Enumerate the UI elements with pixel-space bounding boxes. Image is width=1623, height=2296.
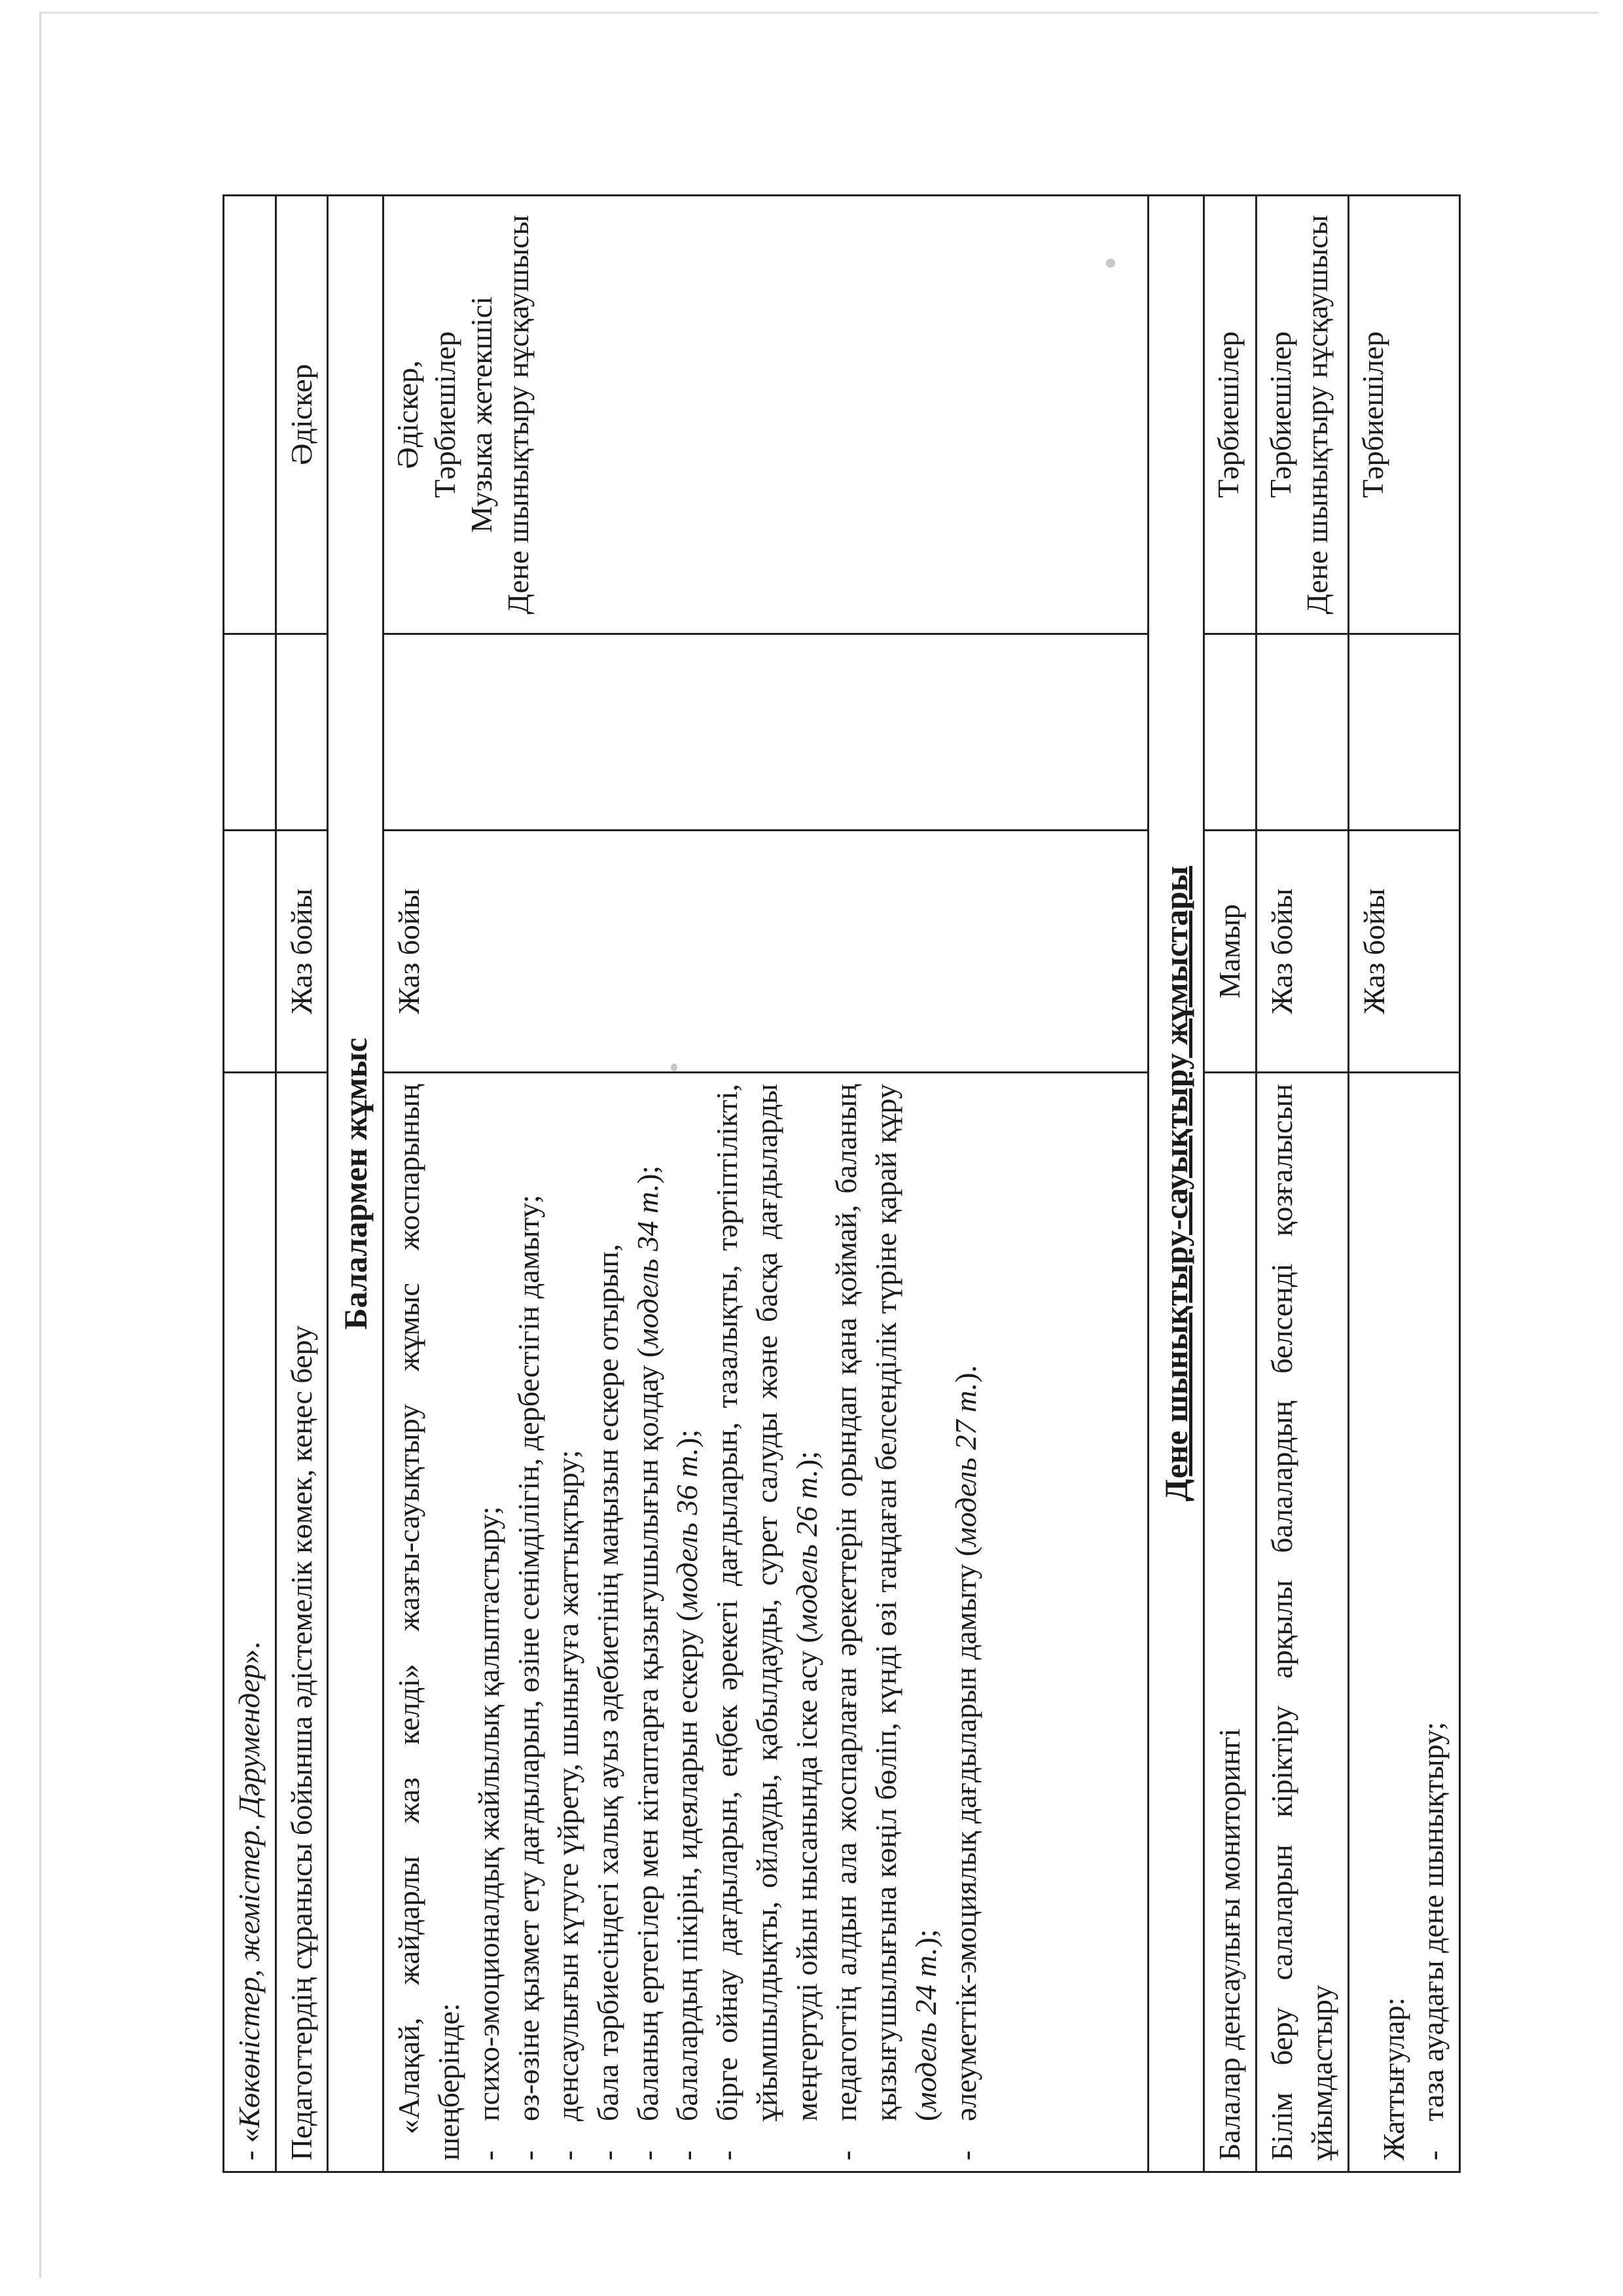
empty-cell	[1204, 634, 1257, 831]
empty-cell	[224, 831, 276, 1073]
responsible-cell: Тәрбиешілер Дене шынықтыру нұсқаушысы	[1257, 196, 1348, 634]
empty-cell	[383, 634, 1149, 831]
list-item: - бірге ойнау дағдыларын, еңбек әрекеті дағдыларын, тазалықты, тәртіптілікті, ұйымшылдықты, ойлауды, қабылдауды, сурет салуды және басқа дағдыларды меңгертуді ойын нысанында іске асу (модель 26 т.);	[710, 1084, 823, 2161]
activity-cell	[383, 1073, 1149, 2172]
intro-text: «Алақай, жайдарлы жаз келді» жазғы-сауықтыру жұмыс жоспарының шеңберінде:	[392, 1084, 466, 2161]
list-item: - балалардың пікірін, идеяларын ескеру (модель 36 т.);	[670, 1429, 704, 2161]
activity-cell: Жаттығулар: - таза ауадағы дене шынықтыру;	[1348, 1073, 1459, 2172]
responsible-cell: Тәрбиешілер	[1348, 196, 1459, 634]
activity-cell: Балалар денсаулығы мониторингі	[1204, 1073, 1257, 2172]
rotated-page	[223, 196, 1450, 2173]
list-item: - психо-эмоционалдық жайлылық қалыптастыру;	[471, 1506, 505, 2161]
list-item: - әлеуметтік-эмоциялық дағдыларын дамыту (модель 27 т.).	[948, 1365, 982, 2161]
section-title-health: Дене шынықтыру-сауықтыру жұмыстары	[1149, 196, 1204, 2172]
list-item: - денсаулығын күтуге үйрету, шынығуға жаттықтыру;	[551, 1450, 585, 2161]
period-cell: Жаз бойы	[1257, 831, 1348, 1073]
table-row	[224, 196, 276, 2172]
list-item: - баланың ертегілер мен кітаптарға қызығушылығын қолдау (модель 34 т.);	[630, 1165, 664, 2161]
responsible-cell: Әдіскер	[276, 196, 328, 634]
activity-cell: Білім беру салаларын кіріктіру арқылы балалардың белсенді қозғалысын ұйымдастыру	[1257, 1073, 1348, 2172]
empty-cell	[1257, 634, 1348, 831]
section-title-children: Балалармен жұмыс	[328, 196, 383, 2172]
table-row	[1204, 196, 1257, 2172]
activity-cell: Педагогтердің сұранысы бойынша әдістемелік көмек, кеңес беру	[276, 1073, 328, 2172]
empty-cell	[276, 634, 328, 831]
work-plan-table	[223, 194, 1461, 2173]
table-row	[383, 196, 1149, 2172]
table-row	[1257, 196, 1348, 2172]
table-row	[276, 196, 328, 2172]
topic-cell: - «Көкөністер, жемістер. Дәрумендер».	[224, 1073, 276, 2172]
empty-cell	[224, 196, 276, 634]
empty-cell	[1348, 634, 1459, 831]
empty-cell	[224, 634, 276, 831]
list-item: - педагогтің алдын ала жоспарлаған әрекеттерін орындап қана қоймай, баланың қызығушылығына көңіл бөліп, күнді өзі таңдаған белсенділік түріне қарай құру (модель 24 т.);	[829, 1084, 942, 2161]
section-header-row	[328, 196, 383, 2172]
period-cell: Мамыр	[1204, 831, 1257, 1073]
table-row	[1348, 196, 1459, 2172]
list-item: - таза ауадағы дене шынықтыру;	[1416, 1721, 1450, 2161]
period-cell: Жаз бойы	[276, 831, 328, 1073]
responsible-cell: Әдіскер, Тәрбиешілер Музыка жетекшісі Дене шынықтыру нұсқаушысы	[383, 196, 1149, 634]
list-item: - өз-өзіне қызмет ету дағдыларын, өзіне сенімділігін, дербестігін дамыту;	[511, 1194, 545, 2161]
period-cell: Жаз бойы	[383, 831, 1149, 1073]
responsible-cell: Тәрбиешілер	[1204, 196, 1257, 634]
section-header-row	[1149, 196, 1204, 2172]
period-cell: Жаз бойы	[1348, 831, 1459, 1073]
list-item: - бала тәрбиесіндегі халық ауыз әдебиетінің маңызын ескере отырып,	[591, 1244, 625, 2161]
